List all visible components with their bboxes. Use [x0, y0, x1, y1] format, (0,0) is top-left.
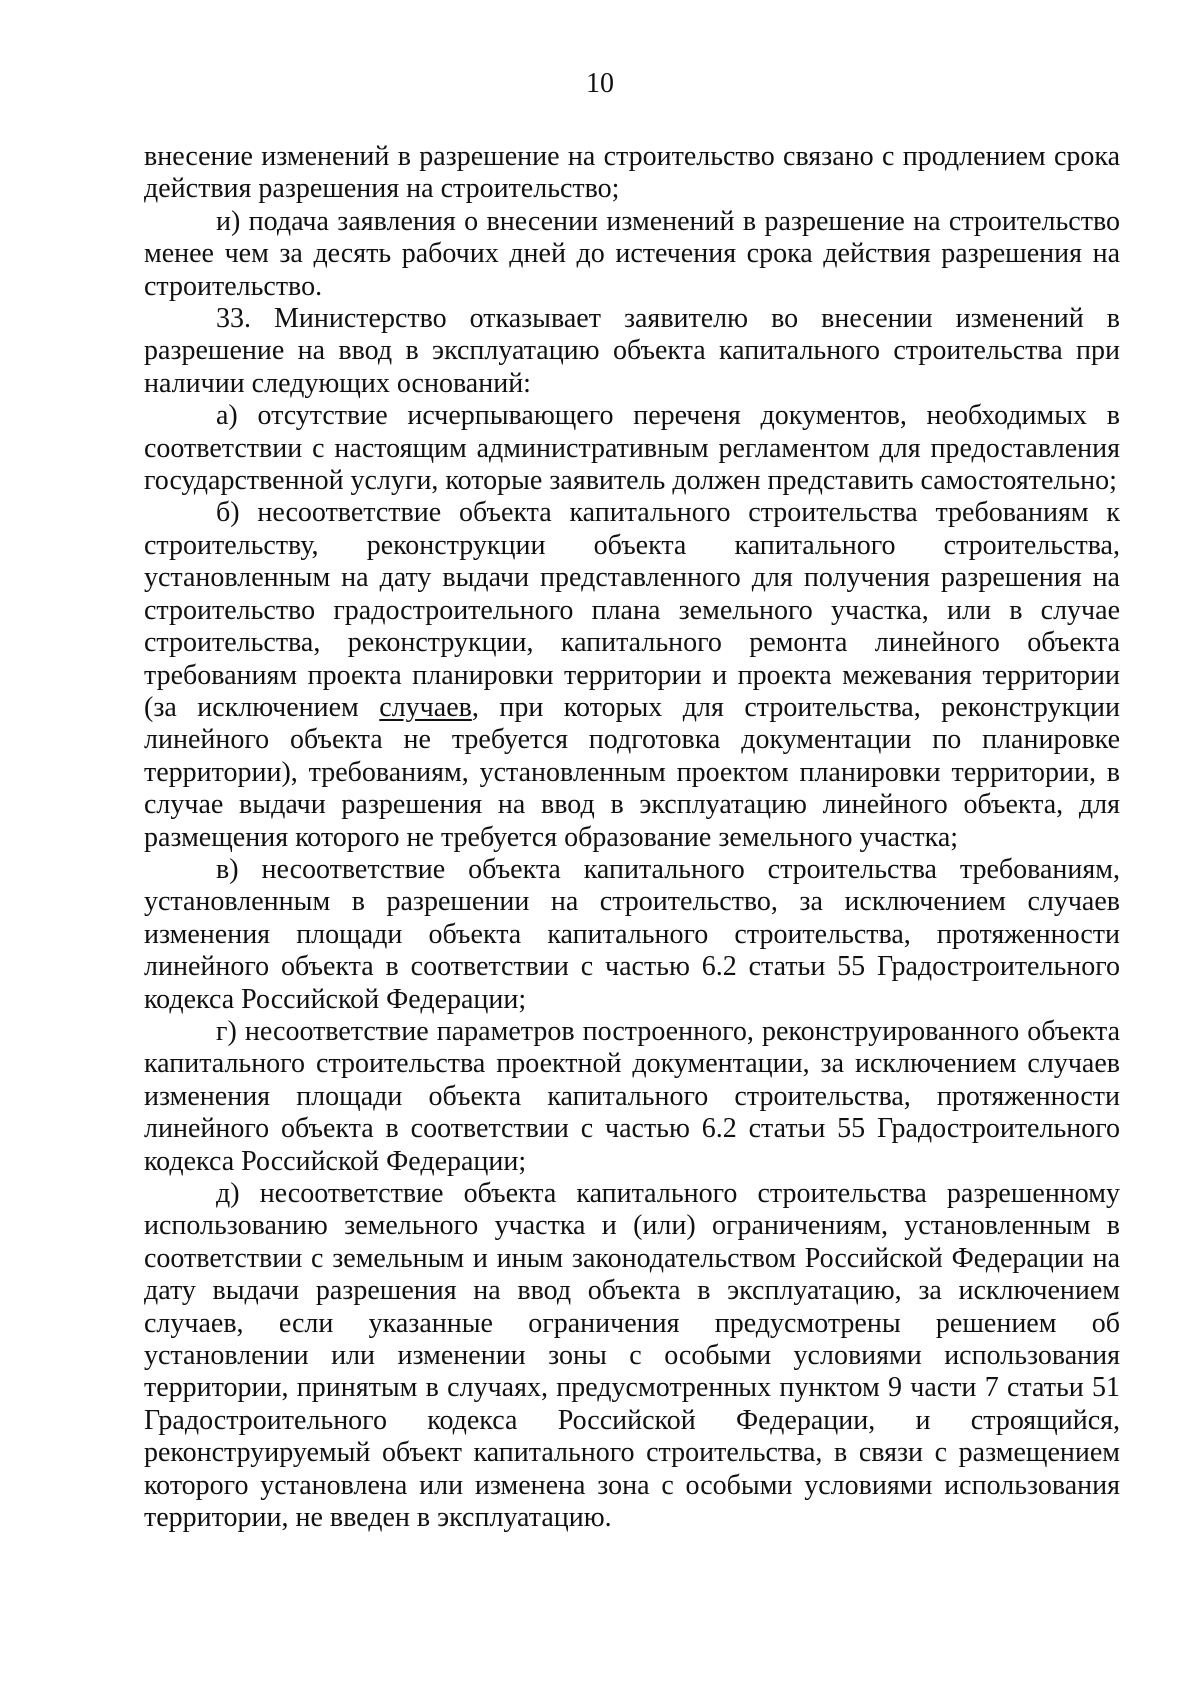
page-number: 10	[586, 68, 614, 99]
cases-link[interactable]: случаев	[379, 691, 472, 723]
paragraph-item-g: г) несоответствие параметров построенного, реконструированного объекта капитального строительства проектной документации, за исключением случаев изменения площади объекта капитального строительства, протяженности линейного объекта в соответствии с частью 6.2 статьи 55 Градостроительного кодекса Российской Федерации;	[144, 1015, 1120, 1177]
document-body	[144, 141, 1120, 1534]
paragraph-item-b	[144, 497, 1120, 853]
paragraph-clause-33: 33. Министерство отказывает заявителю во внесении изменений в разрешение на ввод в эксплуатацию объекта капитального строительства при наличии следующих оснований:	[144, 303, 1120, 399]
paragraph-item-b-text-start: б) несоответствие объекта капитального строительства требованиям к строительству, реконструкции объекта капитального строительства, установленным на дату выдачи представленного для получения разрешения на строительство градостроительного плана земельного участка, или в случае строительства, реконструкции, капитального ремонта линейного объекта требованиям проекта планировки территории и проекта межевания территории (за исключением	[144, 497, 1120, 723]
paragraph-continuation: внесение изменений в разрешение на строительство связано с продлением срока действия разрешения на строительство;	[144, 141, 1120, 205]
paragraph-item-v: в) несоответствие объекта капитального строительства требованиям, установленным в разрешении на строительство, за исключением случаев изменения площади объекта капитального строительства, протяженности линейного объекта в соответствии с частью 6.2 статьи 55 Градостроительного кодекса Российской Федерации;	[144, 853, 1120, 1015]
paragraph-item-i: и) подача заявления о внесении изменений в разрешение на строительство менее чем за десять рабочих дней до истечения срока действия разрешения на строительство.	[144, 205, 1120, 302]
paragraph-item-b-text-end: , при которых для строительства, реконструкции линейного объекта не требуется подготовка документации по планировке территории), требованиям, установленным проектом планировки территории, в случае выдачи разрешения на ввод в эксплуатацию линейного объекта, для размещения которого не требуется образование земельного участка;	[144, 691, 1121, 853]
paragraph-item-d: д) несоответствие объекта капитального строительства разрешенному использованию земельного участка и (или) ограничениям, установленным в соответствии с земельным и иным законодательством Российской Федерации на дату выдачи разрешения на ввод объекта в эксплуатацию, за исключением случаев, если указанные ограничения предусмотрены решением об установлении или изменении зоны с особыми условиями использования территории, принятым в случаях, предусмотренных пунктом 9 части 7 статьи 51 Градостроительного кодекса Российской Федерации, и строящийся, реконструируемый объект капитального строительства, в связи с размещением которого установлена или изменена зона с особыми условиями использования территории, не введен в эксплуатацию.	[144, 1178, 1120, 1534]
paragraph-item-a: а) отсутствие исчерпывающего переченя документов, необходимых в соответствии с настоящим административным регламентом для предоставления государственной услуги, которые заявитель должен представить самостоятельно;	[144, 400, 1120, 497]
